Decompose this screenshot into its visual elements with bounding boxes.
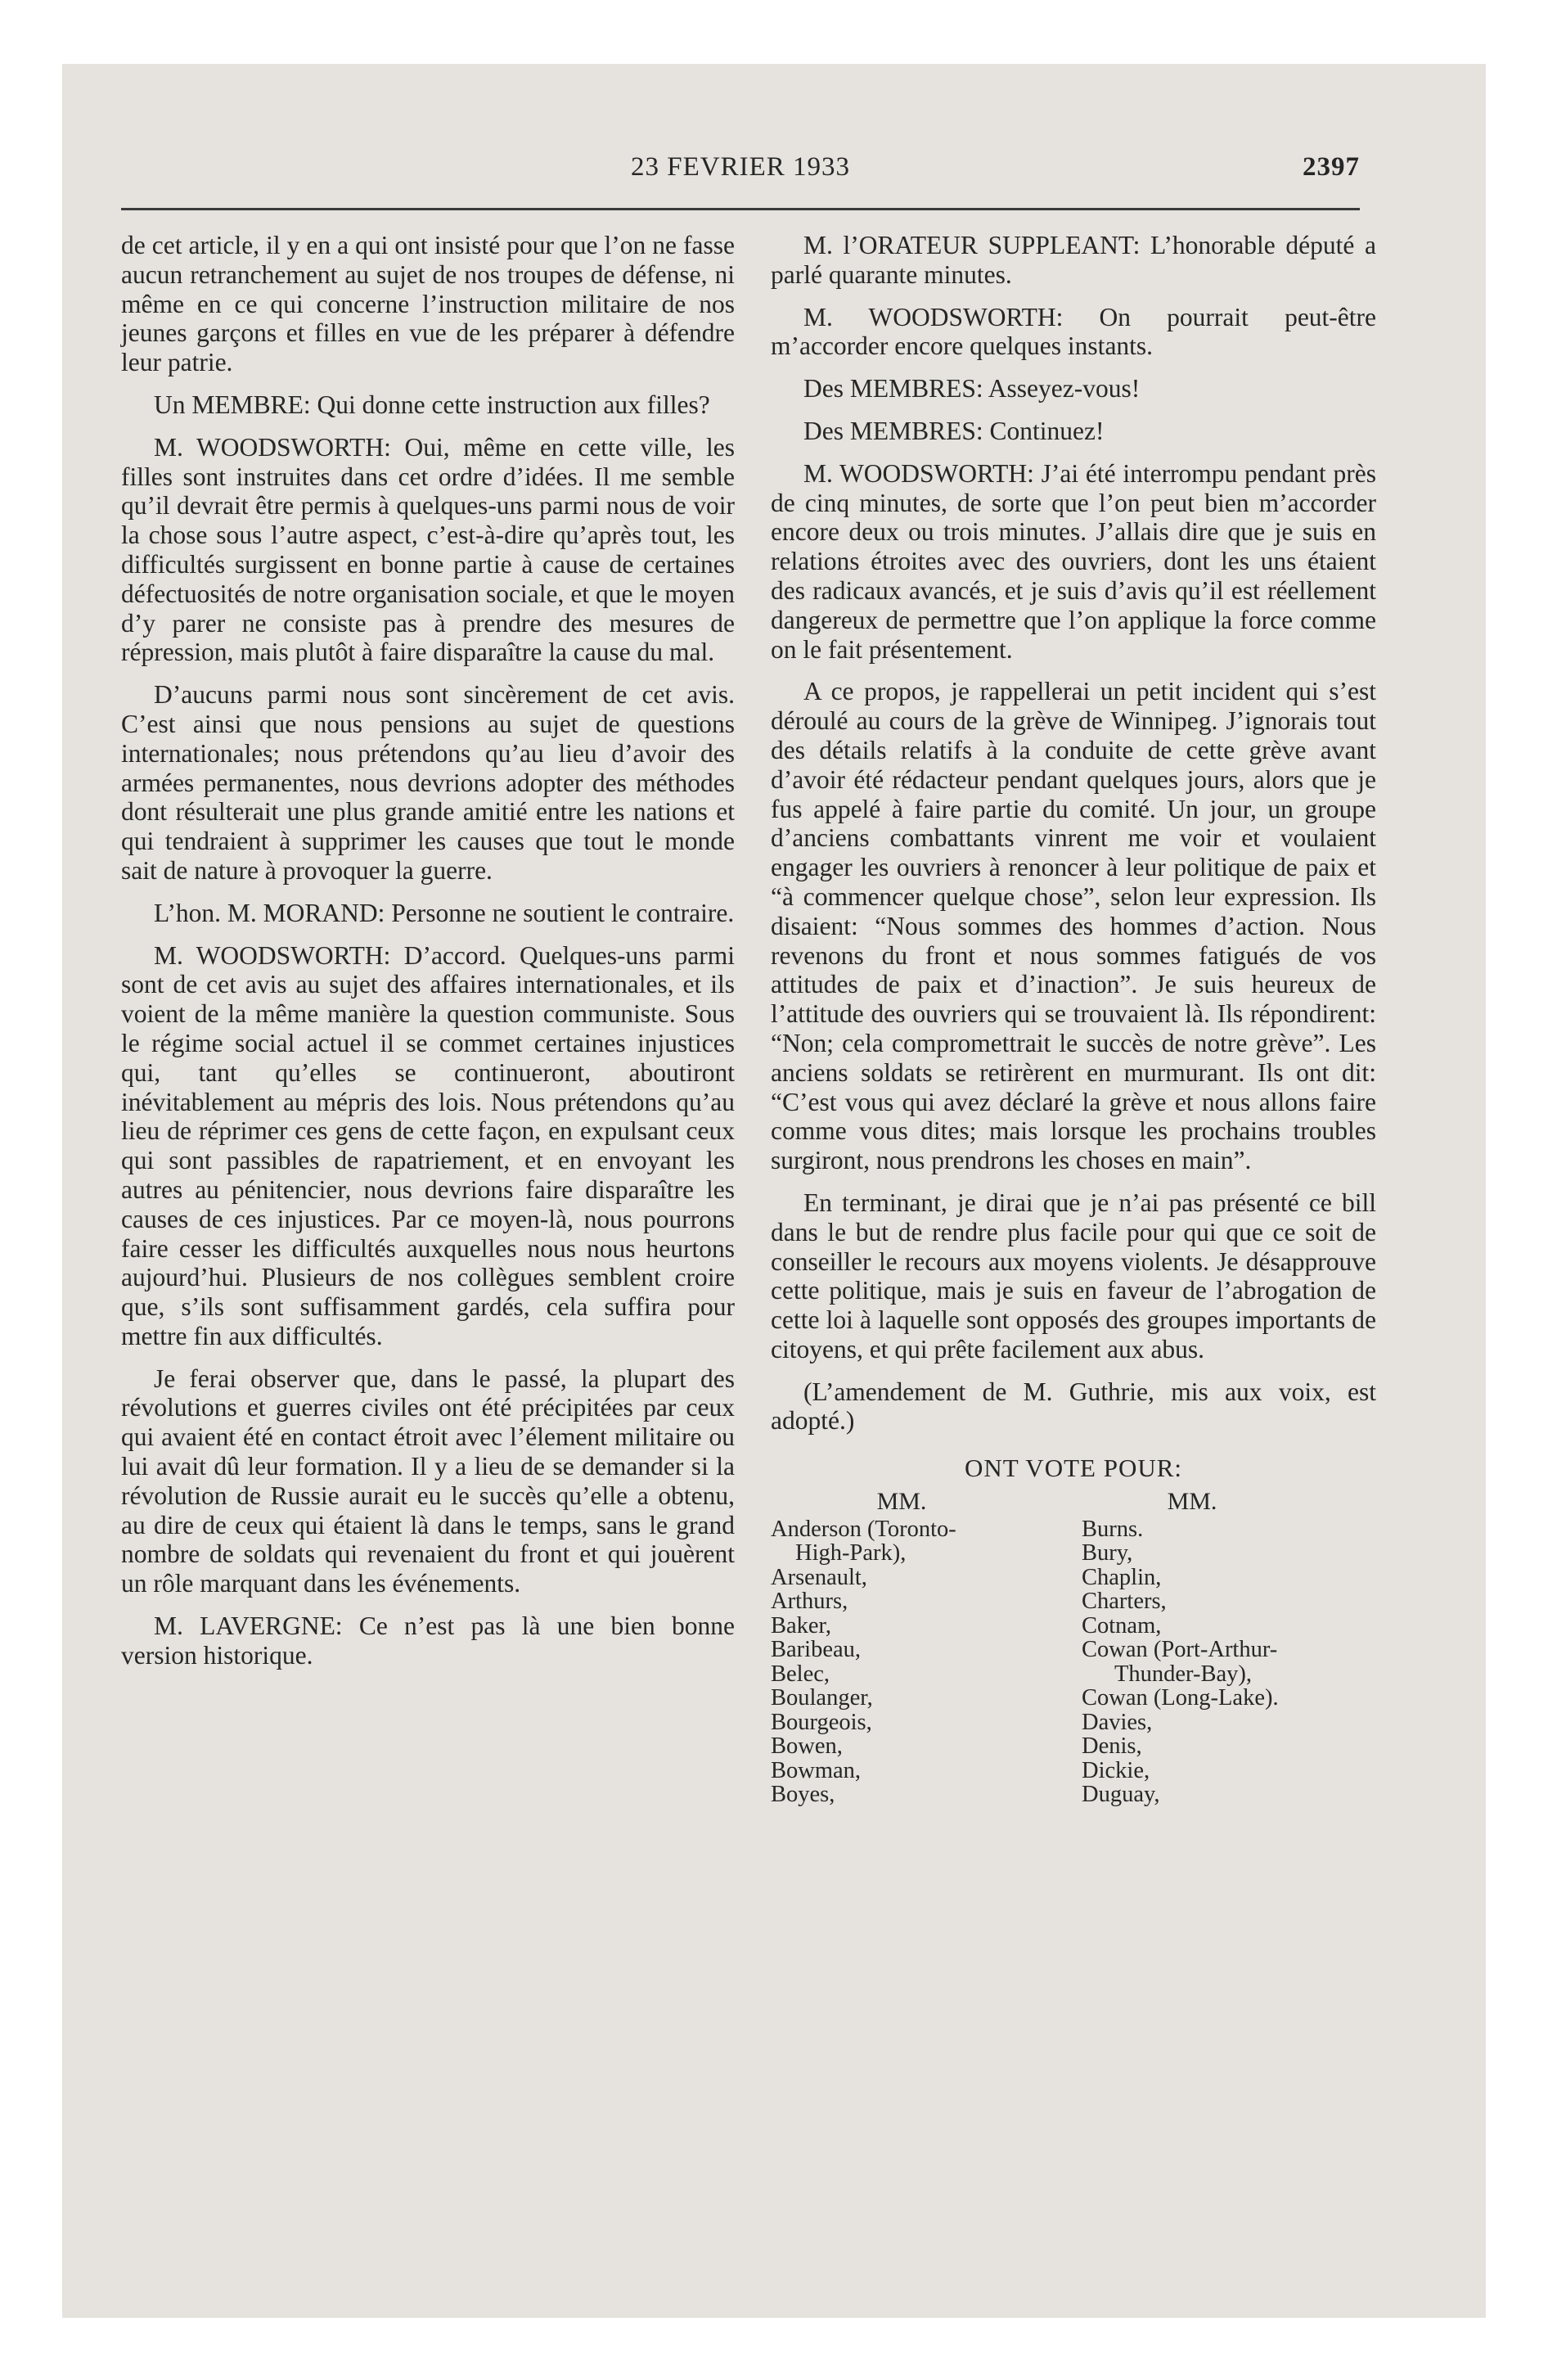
votes-right-heading: MM. [1167, 1488, 1217, 1516]
member-name: Duguay, [1082, 1782, 1160, 1808]
member-name: Arsenault, [771, 1564, 867, 1590]
left-column-paragraph: M. LAVERGNE: Ce n’est pas là une bien bonne version historique. [121, 1611, 735, 1670]
votes-left-names [771, 1517, 1065, 1807]
member-name: Dickie, [1082, 1757, 1150, 1783]
page-header [121, 152, 1360, 185]
votes-list [771, 1490, 1376, 1807]
votes-left-list [771, 1490, 1065, 1807]
right-column-paragraph: Des MEMBRES: Asseyez-vous! [803, 374, 1141, 403]
left-column-paragraph: M. WOODSWORTH: Oui, même en cette ville, les filles sont instruites dans cet ordre d’idées. Il me semble qu’il devrait être permis à quelques-uns parmi nous de voir la chose sous l’autre aspect, c’est-à-dire qu’après tout, les difficultés surgissent en bonne partie à cause de certaines défectuosités de notre organisation sociale, et que le moyen d’y parer ne consiste pas à prendre des mesures de répression, mais plutôt à faire disparaître la cause du mal. [121, 432, 735, 667]
left-column-paragraph: L’hon. M. MORAND: Personne ne soutient le contraire. [154, 898, 735, 927]
member-name: Thunder-Bay), [1114, 1661, 1252, 1687]
votes-left-heading: MM. [876, 1488, 927, 1516]
right-column-paragraph: (L’amendement de M. Guthrie, mis aux voix, est adopté.) [771, 1377, 1376, 1436]
member-name: Burns. [1082, 1516, 1144, 1542]
member-name: Cowan (Long-Lake). [1082, 1685, 1279, 1711]
left-column [121, 231, 735, 1684]
member-name: Boulanger, [771, 1685, 873, 1711]
right-paragraphs [771, 231, 1376, 1436]
header-page-number: 2397 [1303, 152, 1360, 182]
member-name: Cotnam, [1082, 1612, 1162, 1639]
votes-title: ONT VOTE POUR: [964, 1454, 1183, 1483]
right-column-paragraph: M. WOODSWORTH: On pourrait peut-être m’accorder encore quelques instants. [771, 302, 1376, 361]
votes-right-list [1082, 1490, 1376, 1807]
left-column-paragraph: M. WOODSWORTH: D’accord. Quelques-uns parmi sont de cet avis au sujet des affaires internationales, et ils voient de la même manière la question communiste. Sous le régime social actuel il se commet certaines injustices qui, tant qu’elles se continueront, aboutiront inévitablement au mépris des lois. Nous prétendons qu’au lieu de réprimer ces gens de cette façon, en expulsant ceux qui sont passibles de rapatriement, et en envoyant les autres au pénitencier, nous devrions faire disparaître les causes de ces injustices. Par ce moyen-là, nous pourrons faire cesser les difficultés auxquelles nous nous heurtons aujourd’hui. Plusieurs de nos collègues semblent croire que, s’ils sont suffisamment gardés, cela suffira pour mettre fin aux difficultés. [121, 940, 735, 1350]
left-column-paragraph: D’aucuns parmi nous sont sincèrement de cet avis. C’est ainsi que nous pensions au sujet de questions internationales; nous prétendons qu’au lieu d’avoir des armées permanentes, nous devrions adopter des méthodes dont résulterait une plus grande amitié entre les nations et qui tendraient à supprimer les causes que tout le monde sait de nature à provoquer la guerre. [121, 680, 735, 885]
left-column-paragraph: Je ferai observer que, dans le passé, la plupart des révolutions et guerres civiles ont été précipitées par ceux qui avaient été en contact étroit avec l’élement militaire ou lui avait dû leur formation. Il y a lieu de se demander si la révolution de Russie aurait eu le succès qu’elle a obtenu, au dire de ceux qui étaient là dans le temps, sans le grand nombre de soldats qui revenaient du front et qui jouèrent un rôle marquant dans les événements. [121, 1364, 735, 1598]
left-column-paragraph: de cet article, il y en a qui ont insisté pour que l’on ne fasse aucun retranchement au sujet de nos troupes de défense, ni même en ce qui concerne l’instruction militaire de nos jeunes garçons et filles en vue de les préparer à défendre leur patrie. [121, 231, 735, 377]
member-name: Charters, [1082, 1589, 1167, 1615]
member-name: Arthurs, [771, 1589, 848, 1615]
member-name: Bowen, [771, 1733, 843, 1760]
member-name: Cowan (Port-Arthur- [1082, 1637, 1278, 1663]
member-name: Bowman, [771, 1757, 862, 1783]
member-name: Davies, [1082, 1709, 1153, 1735]
right-column-paragraph: M. WOODSWORTH: J’ai été interrompu pendant près de cinq minutes, de sorte que l’on peut bien m’accorder encore deux ou trois minutes. J’allais dire que je suis en relations étroites avec des ouvriers, dont les uns étaient des radicaux avancés, et je suis d’avis qu’il est réellement dangereux de permettre que l’on applique la force comme on le fait présentement. [771, 458, 1376, 664]
member-name: Boyes, [771, 1782, 835, 1808]
right-column-paragraph: En terminant, je dirai que je n’ai pas présenté ce bill dans le but de rendre plus facile pour qui que ce soit de conseiller le recours aux moyens violents. Je désapprouve cette politique, mais je suis en faveur de l’abrogation de cette loi à laquelle sont opposés des groupes importants de citoyens, et qui prête facilement aux abus. [771, 1188, 1376, 1364]
right-column-paragraph: A ce propos, je rappellerai un petit incident qui s’est déroulé au cours de la grève de Winnipeg. J’ignorais tout des détails relatifs à la conduite de cette grève avant d’avoir été rédacteur pendant quelques jours, alors que je fus appelé à faire partie du comité. Un jour, un groupe d’anciens combattants vinrent me voir et voulaient engager les ouvriers à renoncer à leur politique de paix et “à commencer quelque chose”, selon leur expression. Ils disaient: “Nous sommes des hommes d’action. Nous revenons du front et nous sommes fatigués de vos attitudes de paix et d’inaction”. Je suis heureux de l’attitude des ouvriers qui se trouvaient là. Ils répondirent: “Non; cela compromettrait le succès de notre grève”. Les anciens soldats se retirèrent en murmurant. Ils ont dit: “C’est vous qui avez déclaré la grève et nous allons faire comme vous dites; mais lorsque les prochains troubles surgiront, nous prendrons les choses en main”. [771, 677, 1376, 1175]
member-name: Denis, [1082, 1733, 1142, 1760]
member-name: Bury, [1082, 1540, 1133, 1566]
right-column [771, 231, 1376, 1807]
member-name: Bourgeois, [771, 1709, 872, 1735]
header-rule [121, 208, 1360, 210]
member-name: Baker, [771, 1612, 832, 1639]
member-name: Chaplin, [1082, 1564, 1162, 1590]
member-name: High-Park), [795, 1540, 907, 1566]
right-column-paragraph: Des MEMBRES: Continuez! [803, 416, 1105, 445]
left-column-paragraph: Un MEMBRE: Qui donne cette instruction aux filles? [154, 390, 710, 419]
member-name: Belec, [771, 1661, 830, 1687]
right-column-paragraph: M. l’ORATEUR SUPPLEANT: L’honorable député a parlé quarante minutes. [771, 231, 1376, 289]
votes-right-names [1082, 1517, 1376, 1807]
member-name: Baribeau, [771, 1637, 861, 1663]
member-name: Anderson (Toronto- [771, 1516, 956, 1542]
header-date: 23 FEVRIER 1933 [630, 152, 850, 182]
